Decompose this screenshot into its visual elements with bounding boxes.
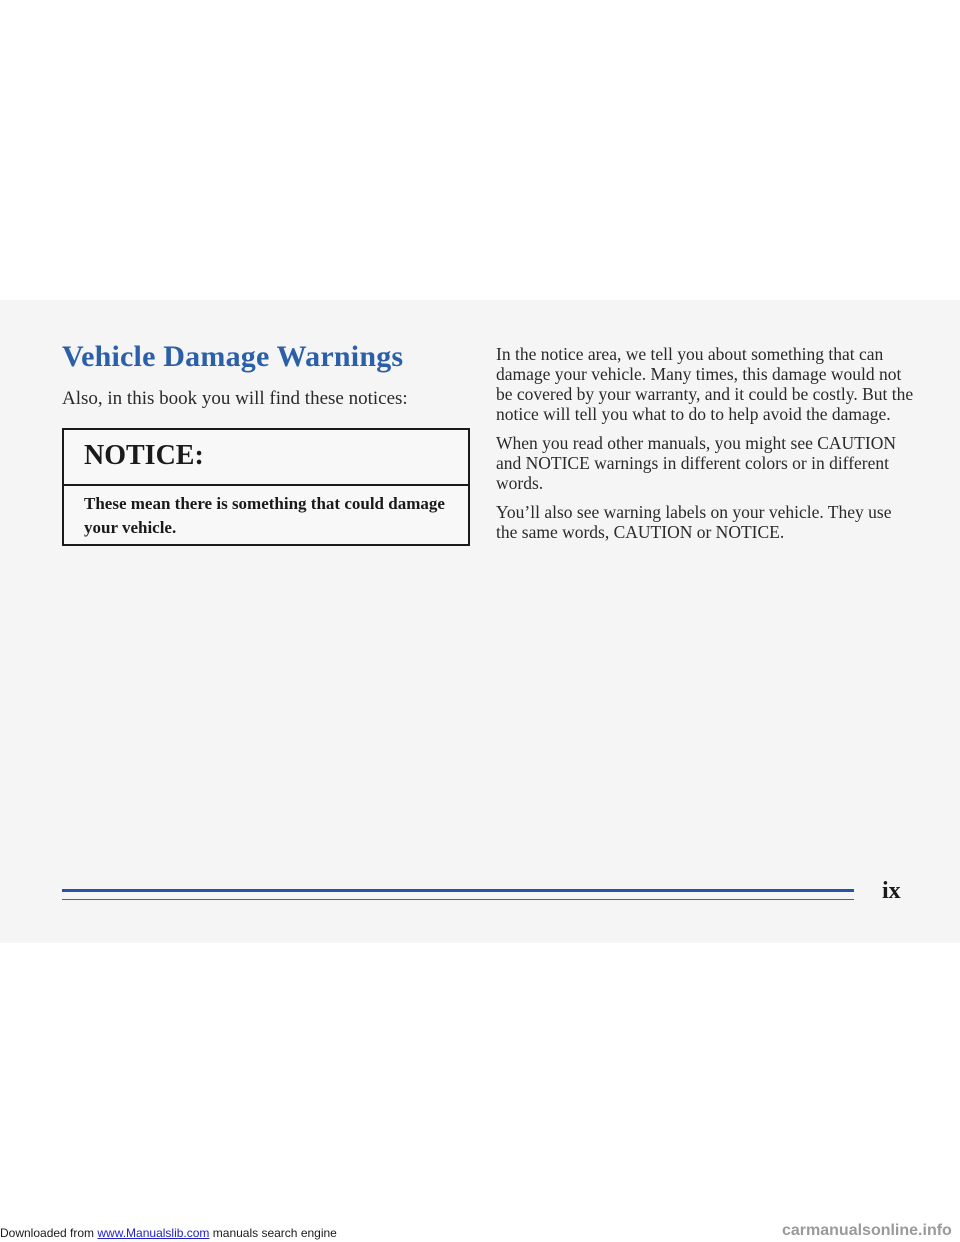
footer-rule-thin xyxy=(62,899,854,900)
download-footer xyxy=(0,1226,337,1240)
notice-heading: NOTICE: xyxy=(84,440,204,471)
intro-text: Also, in this book you will find these notices: xyxy=(62,388,408,409)
footer-suffix: manuals search engine xyxy=(209,1226,337,1240)
page-number: ix xyxy=(882,878,901,904)
paragraph-other-manuals: When you read other manuals, you might see CAUTION and NOTICE warnings in different colors or in different words. xyxy=(496,433,896,493)
section-title: Vehicle Damage Warnings xyxy=(62,340,404,373)
right-column xyxy=(496,344,916,551)
notice-heading-bar xyxy=(64,430,468,486)
footer-rule-thick xyxy=(62,889,854,892)
notice-box xyxy=(62,428,470,546)
notice-body: These mean there is something that could damage your vehicle. xyxy=(84,494,445,537)
footer-prefix: Downloaded from xyxy=(0,1226,98,1240)
site-watermark: carmanualsonline.info xyxy=(782,1222,952,1239)
paragraph-warning-labels: You’ll also see warning labels on your vehicle. They use the same words, CAUTION or NOTICE. xyxy=(496,502,892,542)
paragraph-notice-area: In the notice area, we tell you about something that can damage your vehicle. Many times, this damage would not be covered by your warranty, and it could be costly. But the notice will tell you what to do to help avoid the damage. xyxy=(496,344,914,424)
manualslib-link[interactable]: www.Manualslib.com xyxy=(97,1226,210,1240)
manual-page xyxy=(0,300,960,943)
